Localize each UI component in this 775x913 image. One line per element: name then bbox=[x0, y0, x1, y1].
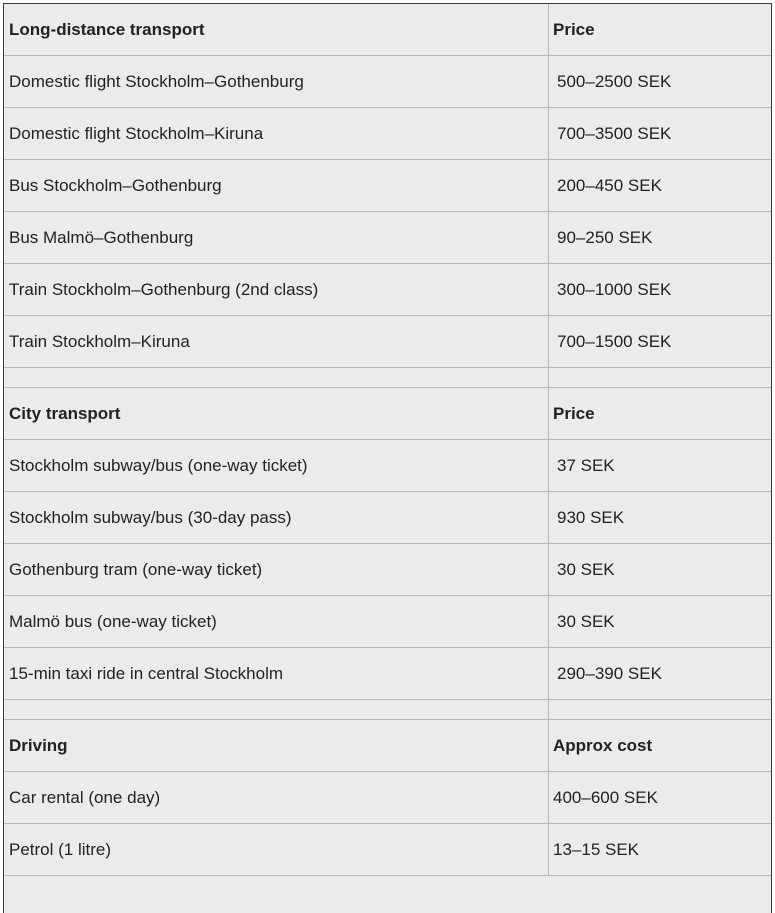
price-table bbox=[4, 4, 771, 906]
item-cell: Stockholm subway/bus (one-way ticket) bbox=[4, 440, 549, 491]
price-cell: 13–15 SEK bbox=[553, 839, 640, 859]
section-spacer bbox=[4, 700, 771, 720]
header-price-cell: Price bbox=[553, 403, 595, 423]
table-row bbox=[4, 772, 771, 824]
table-row bbox=[4, 648, 771, 700]
item-cell: Malmö bus (one-way ticket) bbox=[4, 596, 549, 647]
header-item-cell: Driving bbox=[4, 720, 549, 771]
price-cell: 300–1000 SEK bbox=[557, 279, 672, 299]
item-cell: Train Stockholm–Kiruna bbox=[4, 316, 549, 367]
header-price-cell: Price bbox=[553, 19, 595, 39]
header-item-cell: Long-distance transport bbox=[4, 4, 549, 55]
price-cell: 37 SEK bbox=[557, 455, 615, 475]
item-cell: Train Stockholm–Gothenburg (2nd class) bbox=[4, 264, 549, 315]
table-row bbox=[4, 264, 771, 316]
table-row bbox=[4, 544, 771, 596]
table-footer-space bbox=[4, 876, 771, 906]
item-cell: Domestic flight Stockholm–Gothenburg bbox=[4, 56, 549, 107]
item-cell: Stockholm subway/bus (30-day pass) bbox=[4, 492, 549, 543]
header-item-cell: City transport bbox=[4, 388, 549, 439]
item-cell: Gothenburg tram (one-way ticket) bbox=[4, 544, 549, 595]
table-row bbox=[4, 316, 771, 368]
price-cell: 290–390 SEK bbox=[557, 663, 662, 683]
table-header-row bbox=[4, 4, 771, 56]
table-row bbox=[4, 212, 771, 264]
item-cell: Bus Stockholm–Gothenburg bbox=[4, 160, 549, 211]
table-row bbox=[4, 56, 771, 108]
table-row bbox=[4, 492, 771, 544]
price-cell: 30 SEK bbox=[557, 611, 615, 631]
table-row bbox=[4, 824, 771, 876]
table-header-row bbox=[4, 388, 771, 440]
header-price-cell: Approx cost bbox=[553, 735, 653, 755]
price-cell: 700–1500 SEK bbox=[557, 331, 672, 351]
item-cell: 15-min taxi ride in central Stockholm bbox=[4, 648, 549, 699]
table-row bbox=[4, 108, 771, 160]
table-row bbox=[4, 596, 771, 648]
table-row bbox=[4, 440, 771, 492]
price-cell: 90–250 SEK bbox=[557, 227, 653, 247]
item-cell: Car rental (one day) bbox=[4, 772, 549, 823]
table-row bbox=[4, 160, 771, 212]
price-cell: 200–450 SEK bbox=[557, 175, 662, 195]
price-cell: 930 SEK bbox=[557, 507, 625, 527]
price-cell: 400–600 SEK bbox=[553, 787, 658, 807]
table-header-row bbox=[4, 720, 771, 772]
price-cell: 30 SEK bbox=[557, 559, 615, 579]
price-cell: 700–3500 SEK bbox=[557, 123, 672, 143]
price-table-container bbox=[3, 3, 772, 913]
section-spacer bbox=[4, 368, 771, 388]
price-cell: 500–2500 SEK bbox=[557, 71, 672, 91]
item-cell: Domestic flight Stockholm–Kiruna bbox=[4, 108, 549, 159]
item-cell: Petrol (1 litre) bbox=[4, 824, 549, 875]
item-cell: Bus Malmö–Gothenburg bbox=[4, 212, 549, 263]
